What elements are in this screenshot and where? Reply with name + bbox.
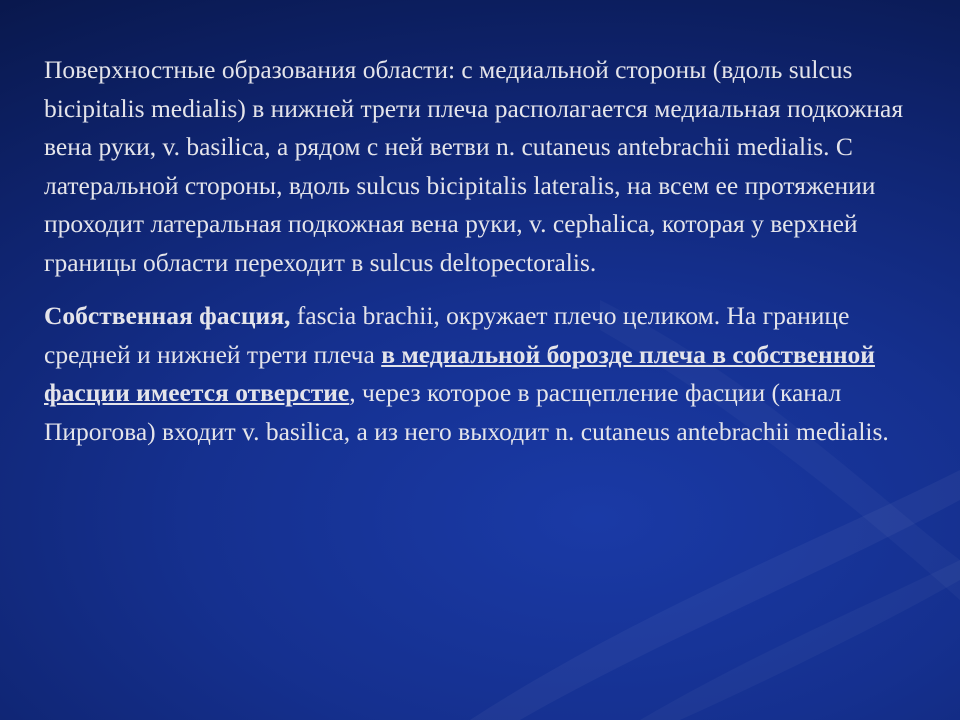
emphasized-underlined-phrase: в медиальной борозде плеча в собственной фасции имеется отверстие [44, 339, 875, 407]
slide-body [44, 51, 924, 466]
bold-lead-term: Собственная фасция, [44, 301, 291, 330]
paragraph-surface-formations: Поверхностные образования области: с медиальной стороны (вдоль sulcus bicipitalis medialis) в нижней трети плеча располагается медиальная подкожная вена руки, v. basilica, а рядом с ней ветви n. cutaneus antebrachii medialis. С латеральной стороны, вдоль sulcus bicipitalis lateralis, на всем ее протяжении проходит латеральная подкожная вена руки, v. cephalica, которая у верхней границы области переходит в sulcus deltopectoralis. [44, 55, 904, 277]
paragraph-text-part-b: , через которое в расщепление фасции (канал Пирогова) входит v. basilica, а из него выходит n. cutaneus antebrachii medialis. [44, 378, 889, 446]
paragraph-text-part-a: fascia brachii, окружает плечо целиком. На границе средней и нижней трети плеча [44, 301, 850, 369]
paragraph-own-fascia [44, 297, 924, 451]
